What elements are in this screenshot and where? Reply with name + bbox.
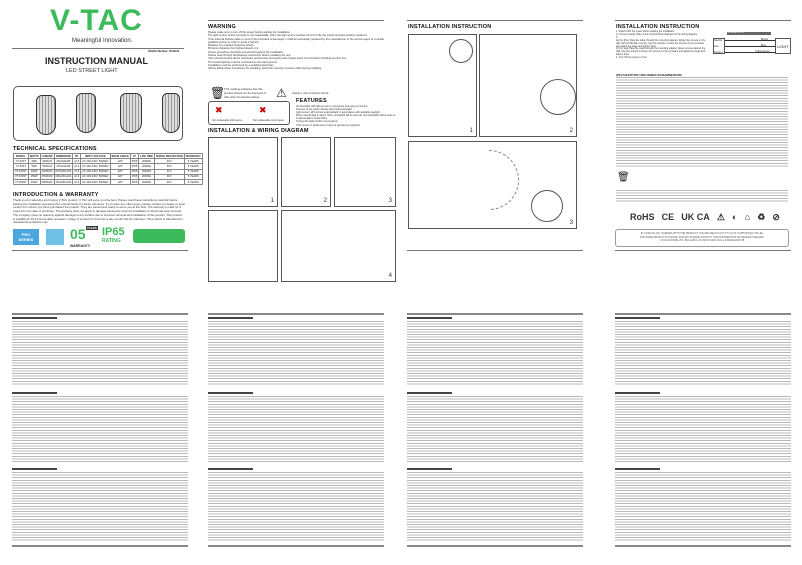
spec-cell: 20000H [139, 164, 155, 169]
section-heading-mark [407, 392, 452, 394]
list-item: 2. Connect supply cable to the terminal block displayed in the wiring diagram. [616, 32, 698, 36]
spec-cell: 120° [110, 169, 130, 174]
spec-cell: IP65 [131, 170, 138, 174]
spec-cell: VT-50ST [14, 164, 29, 169]
spec-column-header: INPUT VOLTAGE [81, 154, 110, 159]
spec-cell: 50W [28, 164, 40, 169]
spec-cell: IP65 [131, 164, 138, 168]
spec-cell: 3000LM [40, 159, 54, 164]
manual-title: INSTRUCTION MANUAL [45, 56, 148, 66]
spec-column-header: IP [130, 154, 138, 159]
spec-cell: VT-200ST [15, 180, 27, 184]
section-heading-mark [12, 317, 57, 319]
green-energy-badge-icon [133, 229, 185, 243]
electric-shock-warning-icon: ⚠ [276, 86, 287, 100]
wiring-diagram: TERMINAL BLOCK Neutral Live Ground Brown Blue Yellow/Green LIGHT [713, 32, 791, 58]
list-item: Replace any cracked protective shield. [208, 44, 255, 48]
cert-logo-icon: ⚠ [716, 212, 725, 222]
weee-text: This marking indicates that this product should not be disposed of with other household wastes. [224, 87, 266, 100]
sensor-badge-icon [46, 229, 64, 245]
right-install-heading: INSTALLATION INSTRUCTION [616, 24, 700, 30]
cert-logo-icon: UK CA [681, 212, 710, 222]
bulb-crossed-icon: ✖ [215, 105, 223, 115]
spec-cell: 5 YEARS [184, 164, 202, 169]
tech-specs-table [13, 153, 203, 185]
spec-cell: VT-100ST [15, 170, 27, 174]
spec-cell: VT-30ST [14, 159, 29, 164]
figure-2: 2 [281, 137, 331, 207]
list-item: If the sensor is destructed it may not operate as expected. [296, 123, 361, 127]
spec-cell: 716x294x104 [55, 180, 72, 184]
list-item: If the external flexible cable or cord of this luminaire is damaged, it shall be exclusively replaced by the manufacturer or his service agent or a similar qualified person in order to avoid a hazard. [208, 37, 385, 44]
spec-column-header: DIMENSION [55, 154, 71, 158]
spec-cell: 476x194x96 [54, 164, 73, 169]
figure-left-lower [208, 210, 278, 282]
list-item: 3. [616, 35, 618, 39]
weee-bin-icon-de: 🗑 [617, 172, 630, 183]
spec-cell: AC:100-240V, 50/60Hz [82, 164, 109, 168]
divider [208, 313, 384, 315]
spec-cell: 636x264x104 [55, 175, 72, 179]
list-item: Connect to the power directly and install streetlight. [296, 108, 353, 112]
list-item: The tested lighting must be connected to the earth ground. [208, 60, 278, 64]
divider [208, 545, 384, 547]
spec-cell: 120° [110, 174, 130, 179]
spec-cell: 10000LM [41, 170, 53, 174]
cert-logo-icon: RoHS [630, 212, 655, 222]
spec-cell: 120° [110, 179, 130, 184]
divider [407, 545, 583, 547]
text-block-lines [12, 472, 188, 541]
text-block-lines [407, 396, 583, 462]
spec-cell: 100W [28, 169, 40, 174]
spec-cell: 20000H [139, 169, 155, 174]
cert-logo-icon: ⌂ [744, 212, 751, 222]
divider [615, 545, 791, 547]
cert-logo-icon: ◐ [732, 212, 738, 222]
list-item: Strictly follow these instructions for installing, avoid the intensity of power cable during installing. [208, 67, 322, 71]
spec-cell: 150W [28, 174, 40, 179]
weee-bin-icon: 🗑 [210, 86, 226, 100]
manual-subtitle: LED STREET LIGHT [66, 68, 118, 74]
spec-cell: 4KV [154, 159, 184, 164]
brand-logo: V-TAC [50, 4, 143, 37]
text-block-lines [12, 321, 188, 385]
section-heading-mark [208, 392, 253, 394]
spec-cell: 4KV [154, 179, 184, 184]
wiring-heading: INSTALLATION & WIRING DIAGRAM [208, 128, 309, 134]
spec-cell: AC:100-240V, 50/60Hz [82, 170, 109, 174]
list-item: Installation must be performed by a qualified electrician. [208, 63, 275, 67]
text-block-lines [407, 321, 583, 385]
intro-text: Thank you for selecting and buying V-TAC product. V-TAC will serve you the best. Please read these instructions carefully before starting the installation and keep this manual handy for future reference. If you have any other query, please contact our dealer or local vendor from whom you have purchased the product. They are trained and ready to serve you at the best. The warranty is valid for 5 years from the date of purchase. The warranty does not apply to damage caused by incorrect installation or abnormal wear and tear. The company gives no warranty against damage to any surface due to incorrect removal and installation of the product. This product is suitable for 10-12 hours daily operation. Usage of product for 24 hours a day would void the warranty. This product is warranted for manufacturing defects only. [13, 198, 185, 225]
divider [615, 313, 791, 315]
figure-1: 1 [208, 137, 278, 207]
list-item: Proper grounding should be ensured throughout the installation. [208, 50, 284, 54]
spec-cell: 5000LM [40, 164, 54, 169]
intro-heading: INTRODUCTION & WARRANTY [13, 192, 99, 198]
cert-logo-icon: CE [661, 212, 675, 222]
spec-column-header: PF [73, 154, 81, 159]
section-heading-mark [615, 317, 660, 319]
section-heading-mark [615, 392, 660, 394]
list-item: When natural light is above 70lux, streetlight will be auto off, and streetlight will be auto-on if natural light is below 50lux. [296, 114, 396, 121]
warning-heading: WARNING [208, 24, 236, 30]
spec-cell: 20000LM [41, 180, 53, 184]
features-list [296, 105, 396, 127]
install-figure-2: 2 [479, 34, 577, 137]
spec-cell: AC:100-240V, 50/60Hz [82, 180, 109, 184]
spec-cell: 5 YEARS [184, 169, 202, 174]
spec-cell: IP65 [131, 159, 138, 163]
spec-cell: 20000H [139, 159, 155, 164]
list-item: Turning the light on/off is not required. [296, 120, 338, 124]
spec-cell: 15000LM [41, 175, 53, 179]
contact-box: IN CASE OF ANY QUERIES WITH THE PRODUCT, PLEASE REACH OUT TO US AT: SUPPORT@V-TAC.EU FOR MORE PRODUCTS RANGE, INQUIRY PLEASE CONTACT OUR DISTRIBUTOR OR NEAREST DEALER. V-TAC EUROPE LTD. BULGARIA, PLOVDIV 4000, BUL.L.KARAVELOW 9B [615, 229, 789, 247]
text-block-lines [407, 472, 583, 541]
list-item: 1. Switch OFF the power before starting the installation. [616, 30, 675, 33]
de-heading: (DE) ANLEITUNG UND GEBRAUCHSANWEISUNG [616, 73, 682, 77]
list-item: Light sensor will function automatically in accordance with available daylight. [296, 111, 381, 115]
warning-list [208, 31, 393, 71]
spec-cell: ≥0.9 [74, 164, 80, 168]
spec-column-header: LUMENS [41, 154, 53, 158]
list-item: Please make sure to turn off the power before starting the installation. [208, 31, 291, 34]
list-item: The light source of this luminaire is not replaceable; when the light source reaches its end of life the whole luminaire shall be replaced. [208, 34, 368, 38]
spec-cell: 576x234x104 [55, 170, 72, 174]
spec-row [14, 179, 203, 184]
list-item: 4. Turn ON the power to Test. [616, 56, 648, 60]
spec-cell: VT-150ST [15, 175, 27, 179]
spec-cell: AC:100-240V, 50/60Hz [82, 159, 109, 163]
spec-cell: 20000H [139, 179, 155, 184]
install-figure-1: 1 [408, 34, 477, 137]
list-item: (b) For wall: Pass the cable through the mounting adapter, fasten screws against the wall. Use the wrench to loosen the screws on the luminaire and adjust the angle and tighten them. [616, 47, 706, 57]
text-block-lines [208, 472, 384, 541]
section-heading-mark [12, 392, 57, 394]
section-heading-mark [12, 468, 57, 470]
spec-cell: AC:100-240V, 50/60Hz [82, 175, 109, 179]
section-heading-mark [407, 317, 452, 319]
divider [407, 313, 583, 315]
spec-cell: 5 YEARS [184, 179, 202, 184]
tech-specs-heading: TECHNICAL SPECIFICATIONS [13, 146, 97, 152]
spec-cell: 20000H [139, 174, 155, 179]
spec-cell: IP65 [131, 180, 138, 184]
caution-text: Caution, risk of electric shock. [292, 91, 330, 95]
install-steps [616, 31, 706, 60]
spec-column-header: LIFE TIME [140, 154, 153, 158]
non-replaceable-box: ✖ ✖ Non replaceable light source Non replaceable control gear [208, 101, 290, 125]
spec-cell: 4KV [154, 164, 184, 169]
spec-cell: ≥0.9 [74, 180, 80, 184]
figure-3: 3 [334, 137, 396, 207]
warranty-badge: $05^{YEARS}$ WARRANTY [70, 226, 97, 248]
spec-cell: ≥0.9 [74, 175, 80, 179]
text-block-lines [615, 321, 791, 385]
section-heading-mark [208, 468, 253, 470]
spec-column-header: MODEL [14, 154, 29, 159]
text-block-lines [208, 396, 384, 462]
spec-cell: 5 YEARS [184, 174, 202, 179]
list-item: Please read through all following instructions before installing the unit. [208, 54, 292, 58]
features-heading: FEATURES [296, 98, 327, 104]
spec-cell: 4KV [154, 169, 184, 174]
text-block-lines [12, 396, 188, 462]
spec-cell: 4KV [154, 174, 184, 179]
spec-cell: 120° [110, 159, 130, 164]
divider [12, 313, 188, 315]
section-heading-mark [615, 468, 660, 470]
spec-column-header: WATTS [29, 154, 39, 158]
text-block-lines [208, 321, 384, 385]
list-item: Minimum distance from lighted objects 1m. [208, 47, 259, 51]
cert-logo-icon: ♻ [757, 212, 766, 222]
list-item: User should prepare all the necessary accessories and spare parts (Spare parts not provided) including junction box. [208, 57, 347, 61]
product-drawings [13, 86, 183, 141]
spec-cell: 30W [28, 159, 40, 164]
spec-column-header: WARRANTY [185, 154, 201, 158]
divider [12, 545, 188, 547]
pages-number: PAGES Number: 30/12/19 [148, 50, 180, 53]
spec-column-header: SURGE PROTECTION [155, 154, 183, 158]
spec-cell: ≥0.9 [74, 159, 80, 163]
spec-cell: ≥0.9 [74, 170, 80, 174]
spec-cell: 404x160x89 [54, 159, 73, 164]
spec-cell: IP65 [131, 175, 138, 179]
certification-logos [630, 212, 780, 223]
gear-crossed-icon: ✖ [259, 105, 267, 115]
figure-4: 4 [281, 210, 396, 282]
section-heading-mark [208, 317, 253, 319]
list-item: (a) For Pole: Pass the cable through the mounting adapter, tighten the screws on the pole with an M8 Allen wrench. Use the wrench to rotate the screws on the luminaire and adjust the angle and tighten them. [616, 38, 706, 48]
install-heading: INSTALLATION INSTRUCTION [408, 24, 492, 30]
de-text-block [616, 77, 788, 167]
spec-cell: 5 YEARS [184, 159, 202, 164]
cert-logo-icon: ⊘ [772, 212, 780, 222]
spec-column-header: BEAM ANGLE [111, 154, 129, 158]
list-item: All streetlight with light sensor is convenient and easy to connect. [296, 105, 368, 108]
ip65-badge: IP65 RATING [102, 226, 125, 244]
spec-cell: 120° [110, 164, 130, 169]
brand-tagline: Meaningful Innovation. [72, 38, 133, 44]
text-block-lines [615, 396, 791, 462]
spec-cell: 200W [28, 179, 40, 184]
text-block-lines [615, 472, 791, 541]
install-figure-3: 3 [408, 141, 577, 229]
de-text-block-2 [616, 190, 788, 202]
pro-series-badge: PRO SERIES [13, 229, 39, 245]
section-heading-mark [407, 468, 452, 470]
